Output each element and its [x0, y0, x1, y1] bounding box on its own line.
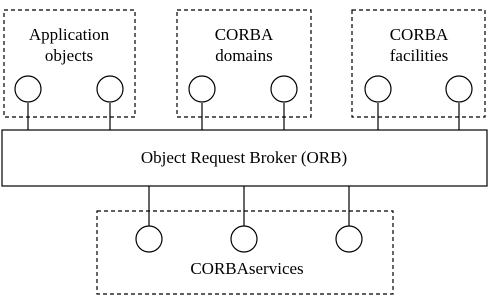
corba-facilities-group [352, 10, 485, 130]
corba-facilities-label-line1: CORBA [389, 25, 449, 44]
corba-domains-interface-1 [189, 76, 215, 102]
orb-bus [2, 130, 487, 186]
application-objects-label-line1: Application [28, 25, 110, 44]
application-objects-group [4, 10, 135, 130]
corba-services-label: CORBAservices [190, 259, 304, 278]
corba-facilities-interface-2 [446, 76, 472, 102]
corba-services-interface-1 [136, 226, 162, 252]
corba-domains-group [177, 10, 311, 130]
corba-domains-interface-2 [271, 76, 297, 102]
corba-services-interface-3 [336, 226, 362, 252]
corba-services-interface-2 [231, 226, 257, 252]
application-objects-label-line2: objects [44, 46, 94, 65]
corba-facilities-label-line2: facilities [389, 46, 449, 65]
corba-domains-label-line1: CORBA [214, 25, 274, 44]
application-objects-interface-1 [15, 76, 41, 102]
orb-label: Object Request Broker (ORB) [140, 148, 348, 167]
application-objects-interface-2 [97, 76, 123, 102]
corba-facilities-interface-1 [365, 76, 391, 102]
corba-domains-label-line2: domains [215, 46, 273, 65]
corba-services-group [97, 186, 393, 294]
